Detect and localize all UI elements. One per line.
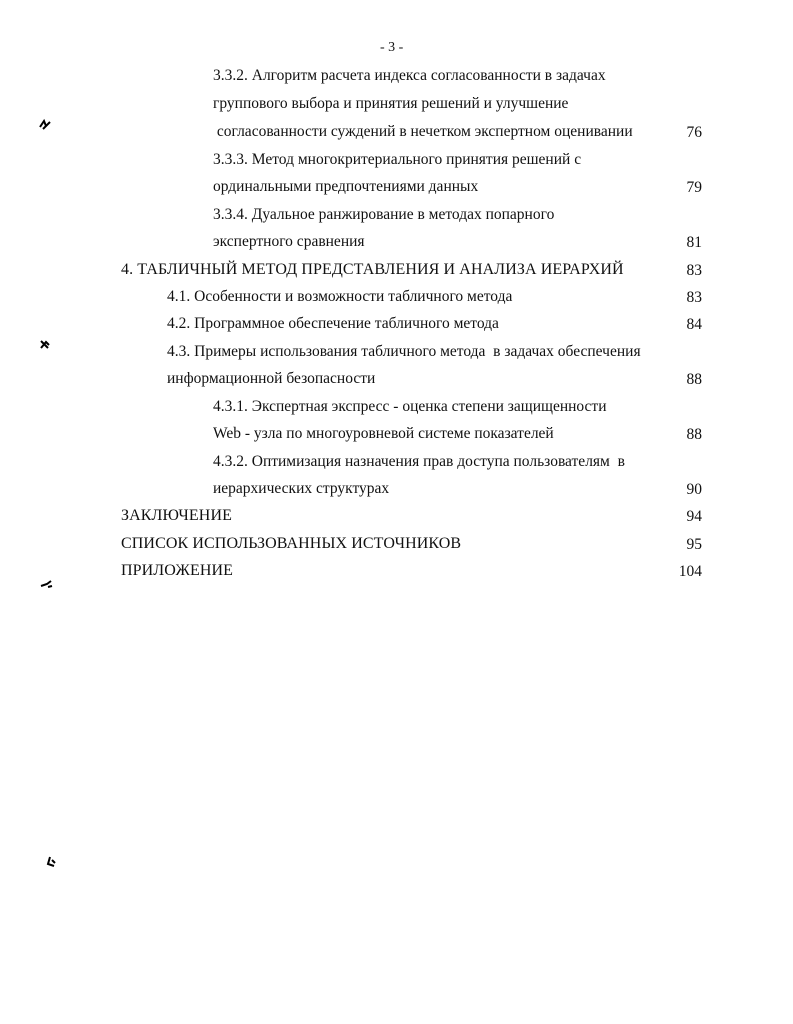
toc-line: 4.3. Примеры использования табличного метода в задачах обеспечения [167, 343, 641, 360]
toc-page-number: 88 [686, 426, 702, 443]
toc-line: 4.3.2. Оптимизация назначения прав доступа пользователям в [213, 453, 625, 470]
toc-page-number: 94 [686, 508, 702, 525]
page-number: - 3 - [380, 40, 404, 55]
scan-mark [40, 578, 54, 590]
toc-page-number: 95 [686, 536, 702, 553]
toc-page-number: 104 [678, 563, 702, 580]
toc-line: СПИСОК ИСПОЛЬЗОВАННЫХ ИСТОЧНИКОВ [121, 535, 462, 552]
scan-mark [44, 855, 58, 869]
toc-line: группового выбора и принятия решений и улучшение [213, 95, 569, 112]
toc-page-number: 79 [686, 179, 702, 196]
toc-line: 4.1. Особенности и возможности табличного метода [167, 288, 513, 305]
toc-page-number: 76 [686, 124, 702, 141]
toc-line: экспертного сравнения [213, 233, 365, 250]
toc-page-number: 81 [686, 234, 702, 251]
toc-page-number: 90 [686, 481, 702, 498]
toc-line: 4.2. Программное обеспечение табличного метода [167, 315, 499, 332]
toc-line: 3.3.4. Дуальное ранжирование в методах попарного [213, 206, 555, 223]
toc-line: ординальными предпочтениями данных [213, 178, 479, 195]
toc-line: ПРИЛОЖЕНИЕ [121, 562, 234, 579]
toc-line: согласованности суждений в нечетком экспертном оценивании [213, 123, 633, 140]
toc-page-number: 88 [686, 371, 702, 388]
scan-mark [38, 118, 52, 132]
toc-page-number: 83 [686, 289, 702, 306]
toc-line: 3.3.2. Алгоритм расчета индекса согласованности в задачах [213, 67, 606, 84]
toc-line: информационной безопасности [167, 370, 376, 387]
toc-line: ЗАКЛЮЧЕНИЕ [121, 507, 232, 524]
toc-line: иерархических структурах [213, 480, 390, 497]
scan-mark [38, 338, 52, 352]
toc-line: Web - узла по многоуровневой системе показателей [213, 425, 554, 442]
toc-line: 4. ТАБЛИЧНЫЙ МЕТОД ПРЕДСТАВЛЕНИЯ И АНАЛИЗА ИЕРАРХИЙ [121, 261, 624, 278]
toc-line: 4.3.1. Экспертная экспресс - оценка степени защищенности [213, 398, 607, 415]
toc-page-number: 84 [686, 316, 702, 333]
toc-line: 3.3.3. Метод многокритериального принятия решений с [213, 151, 582, 168]
toc-page-number: 83 [686, 262, 702, 279]
